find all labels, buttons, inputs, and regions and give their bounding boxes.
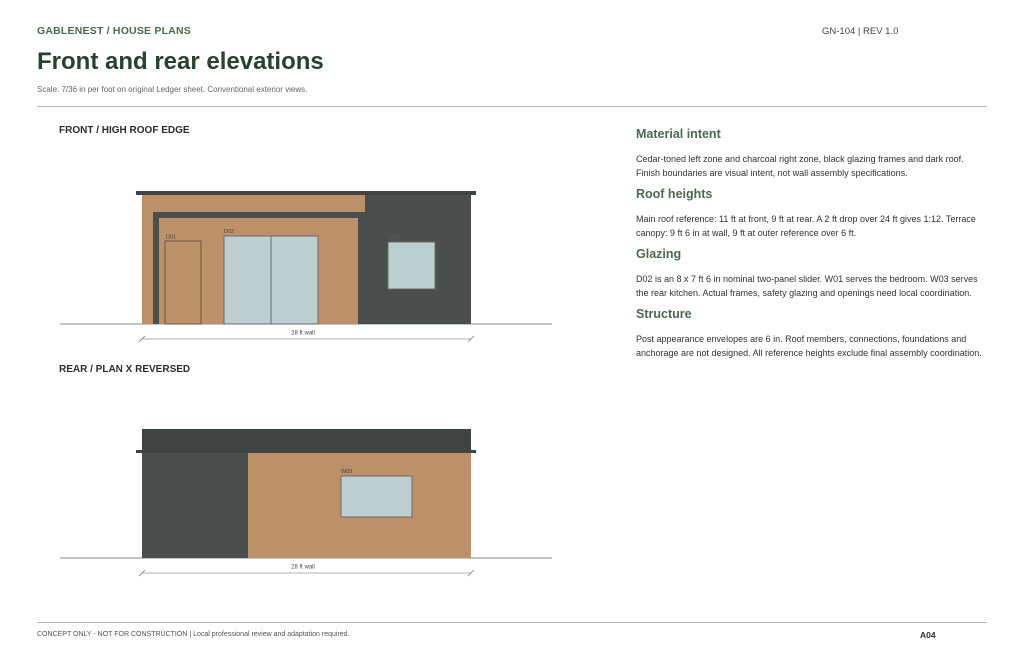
- tag-d01: D01: [166, 234, 177, 241]
- front-elevation-label: FRONT / HIGH ROOF EDGE: [59, 125, 190, 136]
- rear-dimension-label: 28 ft wall: [291, 564, 315, 571]
- rear-charcoal-zone: [142, 453, 248, 558]
- note-heading-glazing: Glazing: [636, 247, 682, 261]
- window-w03: [341, 476, 412, 517]
- note-body-glazing: D02 is an 8 x 7 ft 6 in nominal two-panel slider. W01 serves the bedroom. W03 serves the rear kitchen. Actual frames, safety glazing and openings need local coordination.: [636, 274, 978, 298]
- terrace-post: [358, 212, 365, 324]
- note-body-structure: Post appearance envelopes are 6 in. Roof members, connections, foundations and anchorage are not designed. All reference heights exclude final assembly coordination.: [636, 334, 982, 358]
- rear-roof-fascia: [136, 450, 476, 453]
- tag-w01: W01: [388, 235, 400, 241]
- page-title: Front and rear elevations: [37, 48, 324, 75]
- front-roof-fascia: [136, 191, 476, 195]
- rear-elevation-label: REAR / PLAN X REVERSED: [59, 364, 191, 375]
- door-d01: [165, 241, 201, 324]
- sheet-number: A04: [920, 630, 936, 640]
- note-heading-structure: Structure: [636, 307, 692, 321]
- terrace-post: [153, 212, 159, 324]
- front-dimension-label: 28 ft wall: [291, 330, 315, 337]
- document-reference: GN-104 | REV 1.0: [822, 26, 899, 37]
- scale-note: Scale: 7/36 in per foot on original Ledger sheet. Conventional exterior views.: [37, 85, 308, 94]
- header-divider: [37, 106, 987, 107]
- brand-breadcrumb: GABLENEST / HOUSE PLANS: [37, 25, 191, 37]
- front-elevation-drawing: [0, 140, 620, 355]
- note-heading-material: Material intent: [636, 127, 721, 141]
- footer-disclaimer: CONCEPT ONLY - NOT FOR CONSTRUCTION | Local professional review and adaptation required.: [37, 631, 350, 638]
- notes-column: [636, 127, 988, 367]
- window-w01: [388, 242, 435, 289]
- note-body-roof: Main roof reference: 11 ft at front, 9 ft at rear. A 2 ft drop over 24 ft gives 1:12. Terrace canopy: 9 ft 6 in at wall, 9 ft at outer reference over 6 ft.: [636, 214, 976, 238]
- note-body-material: Cedar-toned left zone and charcoal right zone, black glazing frames and dark roof. Finish boundaries are visual intent, not wall assembly specifications.: [636, 154, 964, 178]
- rear-roof-profile: [142, 429, 471, 450]
- footer-divider: [37, 622, 987, 623]
- tag-d02: D02: [224, 229, 235, 235]
- note-heading-roof: Roof heights: [636, 187, 713, 201]
- terrace-canopy-beam: [153, 212, 365, 218]
- tag-w03: W03: [341, 469, 353, 475]
- rear-elevation-drawing: [0, 380, 620, 595]
